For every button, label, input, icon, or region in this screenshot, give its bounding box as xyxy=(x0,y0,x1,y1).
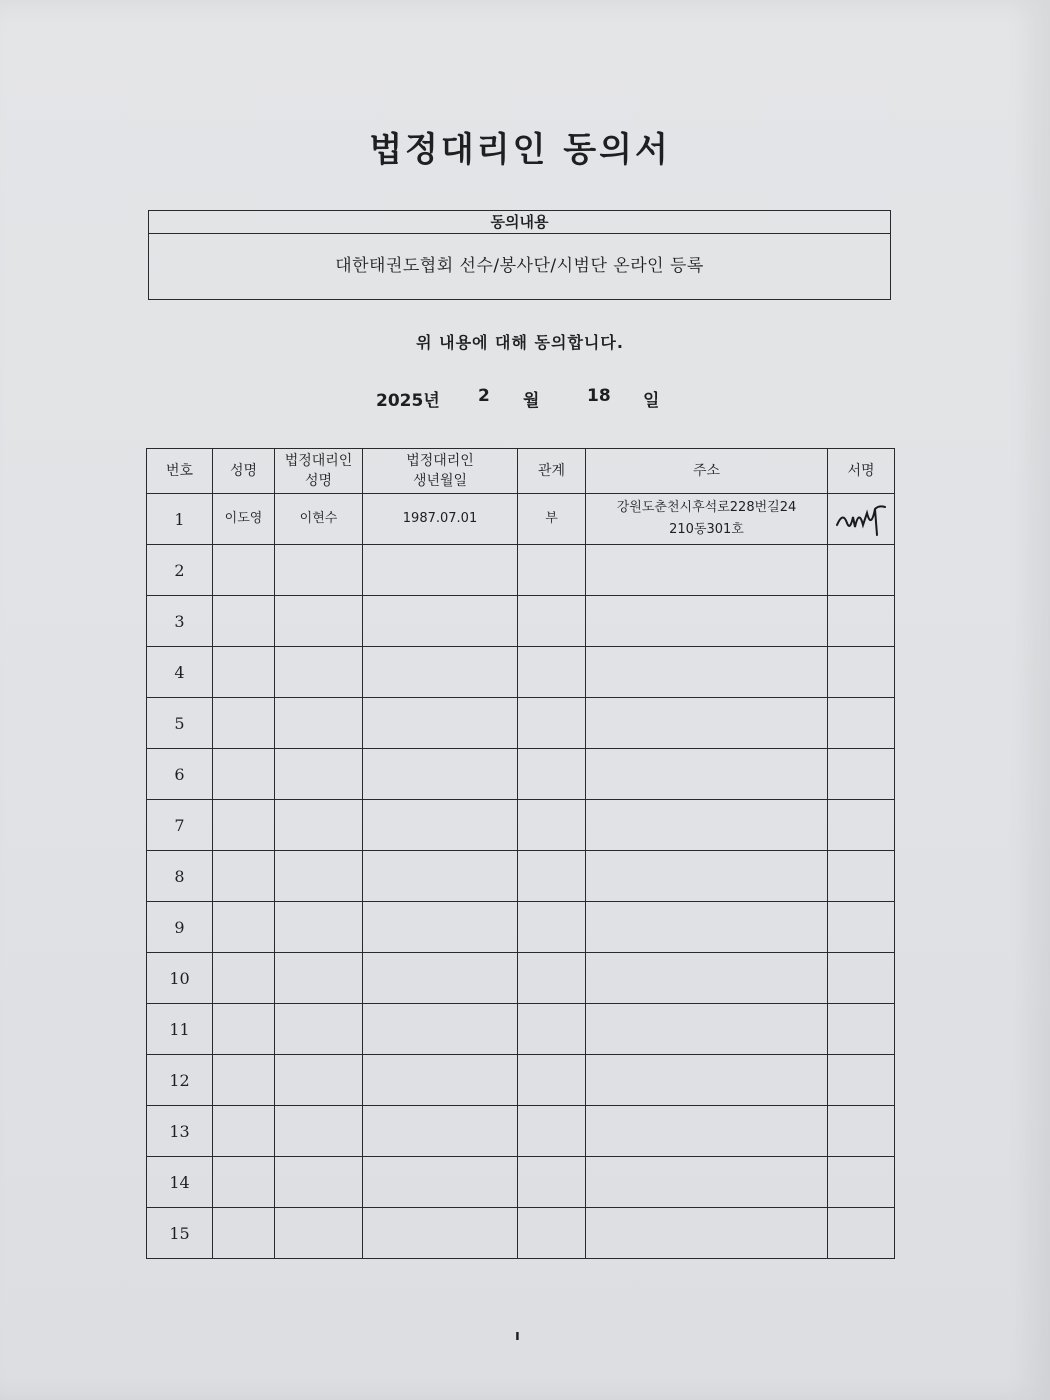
page-mark: ı xyxy=(515,1328,520,1344)
consent-signature-table xyxy=(146,448,895,1259)
handwritten-signature-icon xyxy=(831,495,891,539)
row-no: 10 xyxy=(147,953,213,1004)
row-no: 9 xyxy=(147,902,213,953)
date-month-value: 2 xyxy=(478,386,490,406)
table-row xyxy=(147,1106,895,1157)
table-row xyxy=(147,1004,895,1055)
row-no: 13 xyxy=(147,1106,213,1157)
table-row xyxy=(147,647,895,698)
table-row xyxy=(147,953,895,1004)
consent-box xyxy=(148,210,891,300)
row-relation: 부 xyxy=(518,494,586,545)
header-name: 성명 xyxy=(213,449,275,494)
row-signature xyxy=(828,494,895,545)
table-row xyxy=(147,1208,895,1259)
row-no: 7 xyxy=(147,800,213,851)
header-guardian-birth: 법정대리인 생년월일 xyxy=(363,449,518,494)
row-name: 이도영 xyxy=(213,494,275,545)
row-no: 8 xyxy=(147,851,213,902)
header-address: 주소 xyxy=(586,449,828,494)
table-row xyxy=(147,851,895,902)
table-header-row xyxy=(147,449,895,494)
agreement-statement: 위 내용에 대해 동의합니다. xyxy=(416,333,624,352)
row-no: 15 xyxy=(147,1208,213,1259)
table-row xyxy=(147,800,895,851)
row-guardian-birth: 1987.07.01 xyxy=(363,494,518,545)
row-no: 11 xyxy=(147,1004,213,1055)
table-row xyxy=(147,1157,895,1208)
table-row xyxy=(147,749,895,800)
header-guardian-name: 법정대리인 성명 xyxy=(275,449,363,494)
header-no: 번호 xyxy=(147,449,213,494)
table-row xyxy=(147,596,895,647)
page-title: 법정대리인 동의서 xyxy=(369,130,671,170)
table-row xyxy=(147,545,895,596)
table-row xyxy=(147,494,895,545)
row-no: 5 xyxy=(147,698,213,749)
row-guardian-name: 이현수 xyxy=(275,494,363,545)
row-no: 4 xyxy=(147,647,213,698)
row-no: 1 xyxy=(147,494,213,545)
header-relation: 관계 xyxy=(518,449,586,494)
consent-heading: 동의내용 xyxy=(149,211,890,234)
row-address: 강원도춘천시후석로228번길24 210동301호 xyxy=(586,494,828,545)
row-no: 14 xyxy=(147,1157,213,1208)
table-row xyxy=(147,698,895,749)
date-month-unit: 월 xyxy=(523,391,540,411)
row-no: 6 xyxy=(147,749,213,800)
row-no: 12 xyxy=(147,1055,213,1106)
row-no: 2 xyxy=(147,545,213,596)
row-no: 3 xyxy=(147,596,213,647)
date-year: 2025년 xyxy=(376,391,440,411)
date-day-value: 18 xyxy=(587,386,611,406)
table-row xyxy=(147,1055,895,1106)
header-signature: 서명 xyxy=(828,449,895,494)
consent-text: 대한태권도협회 선수/봉사단/시범단 온라인 등록 xyxy=(335,256,704,276)
table-row xyxy=(147,902,895,953)
date-day-unit: 일 xyxy=(643,391,660,411)
